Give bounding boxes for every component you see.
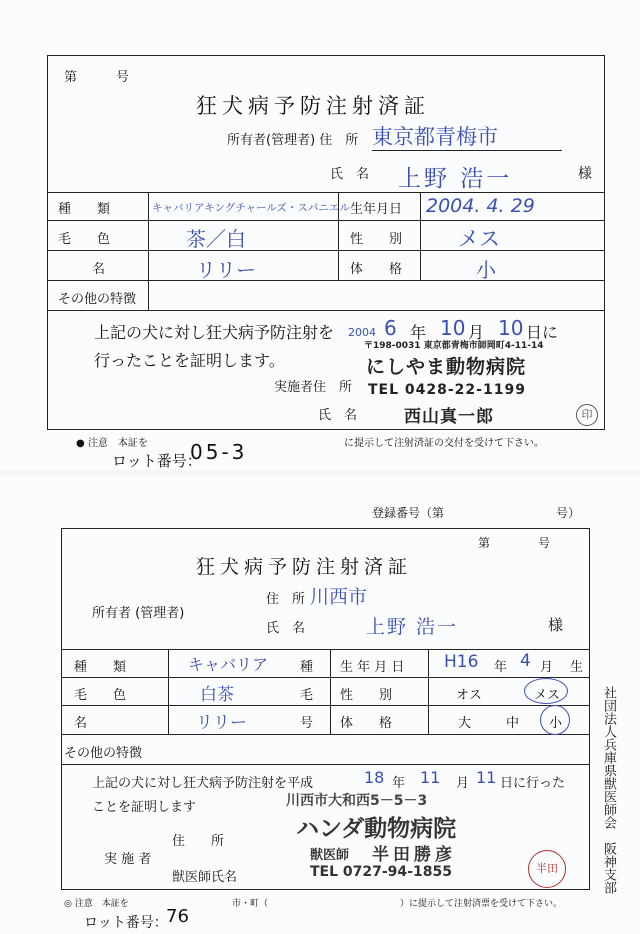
bottom-name-value: リリー <box>196 713 247 733</box>
bottom-name-suffix: 号 <box>300 716 314 731</box>
top-cert-day-month: 10 <box>440 316 466 340</box>
bottom-breed-value: キャバリア <box>188 655 269 674</box>
bottom-size-circle <box>540 705 570 735</box>
top-nen: 年 <box>410 323 427 342</box>
top-address-line <box>372 150 562 151</box>
bottom-owner-label: 所有者 (管理者) <box>92 606 185 621</box>
bottom-table-line <box>61 764 589 765</box>
bottom-birth-era: H16 <box>444 652 479 672</box>
top-color-label: 毛 色 <box>58 232 111 247</box>
top-owner-name-label: 氏 名 <box>330 167 370 182</box>
bottom-size-small: 小 <box>549 716 563 731</box>
bottom-owner-name: 上野 浩一 <box>366 616 459 638</box>
bottom-size-large: 大 <box>458 716 472 731</box>
bottom-breed-suffix: 種 <box>300 660 314 675</box>
bottom-lot-label: ロット番号： <box>84 915 168 931</box>
bottom-honorific: 様 <box>548 616 564 634</box>
bottom-cert-pre: 上記の犬に対し狂犬病予防注射を平成 <box>92 776 314 791</box>
bottom-birth-label: 生 年 月 日 <box>340 660 405 675</box>
bottom-table-col <box>330 649 331 734</box>
bottom-address: 川西市 <box>310 586 368 608</box>
top-table-line <box>47 280 605 281</box>
bottom-birth-month: 4 <box>520 651 531 671</box>
bottom-table-line <box>61 649 589 650</box>
top-owner-name: 上野 浩一 <box>398 166 513 192</box>
bottom-reg-label: 登録番号（第 <box>372 506 445 520</box>
top-note-text: に提示して注射済証の交付を受けて下さい。 <box>344 438 544 449</box>
top-cert-line1: 上記の犬に対し狂犬病予防注射を <box>94 323 335 342</box>
bottom-note-text: ）に提示して注射済票を受けて下さい。 <box>400 899 563 909</box>
top-breed-label: 種 類 <box>58 202 111 217</box>
bottom-certificate-sheet <box>0 476 640 934</box>
bottom-cert-line2: ことを証明します <box>92 800 197 815</box>
top-note-label: ● 注意 本証を <box>76 438 148 449</box>
bottom-cert-day: 11 <box>476 768 497 787</box>
top-size-label: 体 格 <box>350 262 403 277</box>
bottom-color-value: 白茶 <box>200 685 234 705</box>
top-number-label: 第 号 <box>64 70 130 85</box>
top-birth-value: 2004. 4. 29 <box>426 195 535 217</box>
top-cert-day: 10 <box>498 316 524 340</box>
top-seal: 印 <box>576 404 598 426</box>
top-lot-label: ロット番号： <box>112 452 202 470</box>
bottom-vet-title: 獣医師 <box>310 848 350 863</box>
bottom-nichi-post: 日に行った <box>500 776 566 791</box>
top-size-value: 小 <box>476 258 496 282</box>
bottom-sex-female: メス <box>534 688 561 703</box>
top-title: 狂犬病予防注射済証 <box>196 94 430 118</box>
bottom-clinic-name: ハンダ動物病院 <box>296 816 457 842</box>
bottom-vet-label: 獣医師氏名 <box>172 870 238 885</box>
top-owner-address: 東京都青梅市 <box>372 125 498 149</box>
top-owner-address-label: 所有者(管理者) 住 所 <box>227 133 359 148</box>
bottom-size-medium: 中 <box>506 716 520 731</box>
top-birth-label: 生年月日 <box>350 202 403 217</box>
bottom-lot-value: 76 <box>166 906 189 927</box>
bottom-address-label: 住 所 <box>266 592 306 607</box>
bottom-title: 狂犬病予防注射済証 <box>196 556 413 578</box>
bottom-note-mid: 市・町（ <box>232 899 269 909</box>
top-table-line <box>47 250 605 251</box>
top-sex-label: 性 別 <box>350 232 403 247</box>
bottom-table-line <box>61 705 589 706</box>
bottom-table-col <box>168 649 169 734</box>
bottom-sex-label: 性 別 <box>340 688 393 703</box>
bottom-clinic-address: 川西市大和西5－5－3 <box>286 793 428 809</box>
top-other-label: その他の特徴 <box>58 292 137 307</box>
top-clinic-address: 〒198-0031 東京都青梅市師岡町4-11-14 <box>364 341 544 351</box>
bottom-name-label: 氏 名 <box>266 621 306 636</box>
bottom-vet-name: 半田勝彦 <box>372 845 456 865</box>
bottom-note-label: ◎ 注意 本証を <box>64 899 129 909</box>
bottom-nen: 年 <box>392 776 406 791</box>
bottom-color-suffix: 毛 <box>300 688 314 703</box>
top-lot-value: 05-3 <box>190 440 248 464</box>
top-table-line <box>47 192 605 193</box>
top-breed-value: キャバリアキングチャールズ・スパニエル <box>152 202 350 214</box>
top-clinic-name: にしやま動物病院 <box>366 356 527 378</box>
top-performer-name-label: 氏 名 <box>318 408 358 423</box>
top-color-value: 茶／白 <box>186 227 246 251</box>
top-clinic-tel: TEL 0428-22-1199 <box>368 382 526 398</box>
bottom-other-label: その他の特徴 <box>64 746 143 761</box>
top-name-label: 名 <box>92 262 106 277</box>
bottom-birth-gatsu: 月 <box>540 660 554 675</box>
bottom-reg-end: 号） <box>556 506 581 520</box>
top-cert-line2: 行ったことを証明します。 <box>94 351 285 370</box>
top-vet-name: 西山真一郎 <box>404 407 494 427</box>
top-sex-value: メス <box>458 227 500 251</box>
top-cert-month: 6 <box>384 316 397 340</box>
top-cert-year: 2004 <box>348 326 376 339</box>
bottom-sex-male: オス <box>456 688 482 703</box>
bottom-name-row-label: 名 <box>74 716 88 731</box>
bottom-size-label: 体 格 <box>340 716 393 731</box>
top-table-line <box>47 220 605 221</box>
bottom-number-label: 第 号 <box>478 536 551 550</box>
top-name-value: リリー <box>196 258 256 282</box>
bottom-table-line <box>61 677 589 678</box>
bottom-gatsu: 月 <box>456 776 470 791</box>
top-table-col <box>148 192 149 310</box>
bottom-birth-nen: 年 <box>494 660 508 675</box>
bottom-clinic-tel: TEL 0727-94-1855 <box>310 864 452 880</box>
bottom-seal: 半田 <box>528 850 566 888</box>
top-gatsu: 月 <box>468 323 485 342</box>
bottom-color-label: 毛 色 <box>74 688 127 703</box>
bottom-cert-year: 18 <box>364 768 385 787</box>
bottom-performer-label: 実 施 者 <box>104 852 152 867</box>
bottom-jusho-label: 住 所 <box>172 834 225 849</box>
bottom-cert-month: 11 <box>420 768 441 787</box>
top-honorific: 様 <box>578 166 592 182</box>
bottom-side-text: 社団法人兵庫県獣医師会 阪神支部 <box>601 686 616 894</box>
bottom-table-col <box>428 649 429 734</box>
bottom-table-line <box>61 734 589 735</box>
top-table-col <box>420 192 421 280</box>
top-table-line <box>47 310 605 311</box>
bottom-breed-label: 種 類 <box>74 660 127 675</box>
bottom-sex-circle <box>524 678 568 704</box>
bottom-birth-sei: 生 <box>570 660 584 675</box>
top-nichi: 日に <box>526 323 559 342</box>
top-performer-address-label: 実施者住 所 <box>274 380 353 395</box>
